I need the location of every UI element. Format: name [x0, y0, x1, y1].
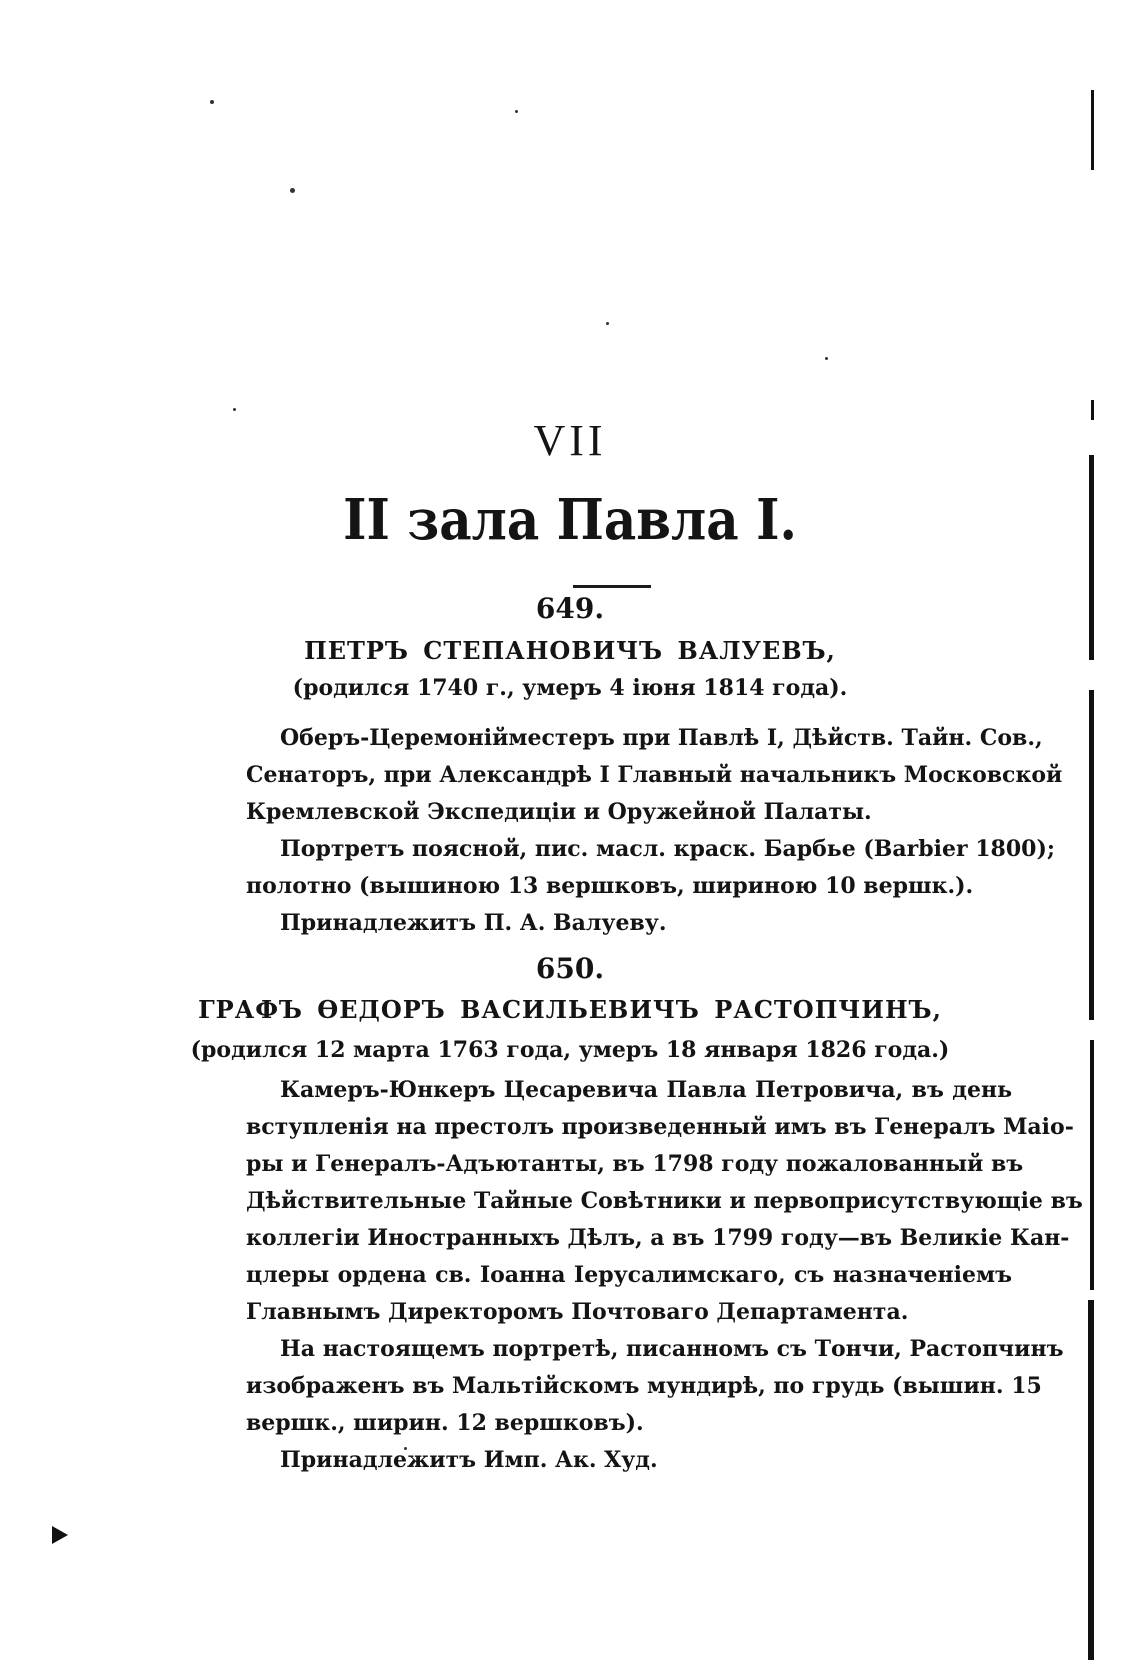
entry-name: ПЕТРЪ СТЕПАНОВИЧЪ ВАЛУЕВЪ, [304, 636, 836, 665]
text-line: Портретъ поясной, пис. масл. краск. Барбье (Barbier 1800); [280, 836, 1055, 862]
text-line: цлеры ордена св. Іоанна Іерусалимскаго, съ назначеніемъ [246, 1262, 1012, 1288]
entry-number: 649. [535, 592, 605, 625]
text-line: Камеръ-Юнкеръ Цесаревича Павла Петровича, въ день [280, 1077, 1012, 1103]
title-divider [573, 585, 651, 588]
text-line: вершк., ширин. 12 вершковъ). [246, 1410, 644, 1436]
entry-dates: (родился 12 марта 1763 года, умеръ 18 января 1826 года.) [190, 1037, 950, 1063]
text-line: Принадлежитъ П. А. Валуеву. [280, 910, 667, 936]
scan-speck [233, 408, 236, 411]
text-line: Кремлевской Экспедиціи и Оружейной Палаты. [246, 799, 872, 825]
text-line: ры и Генералъ-Адъютанты, въ 1798 году пожалованный въ [246, 1151, 1024, 1177]
entry-dates: (родился 1740 г., умеръ 4 іюня 1814 года). [292, 675, 848, 701]
scan-speck [606, 322, 609, 325]
scan-speck [515, 110, 518, 113]
text-line: коллегіи Иностранныхъ Дѣлъ, а въ 1799 году—въ Великіе Кан- [246, 1225, 1070, 1251]
text-line: Сенаторъ, при Александрѣ I Главный начальникъ Московской [246, 762, 1063, 788]
scan-speck [290, 188, 295, 193]
entry-paragraph [212, 1442, 1012, 1479]
entry-paragraph [212, 868, 1012, 942]
entry-name: ГРАФЪ ѲЕДОРЪ ВАСИЛЬЕВИЧЪ РАСТОПЧИНЪ, [198, 995, 942, 1024]
text-line: Главнымъ Директоромъ Почтоваго Департамента. [246, 1299, 909, 1325]
text-line: вступленія на престолъ произведенный имъ въ Генералъ Маіо- [246, 1114, 1074, 1140]
page-edge-shadow [1088, 1300, 1094, 1660]
chapter-number: VII [533, 416, 607, 465]
entry-paragraph [212, 1331, 1064, 1442]
text-line: На настоящемъ портретѣ, писанномъ съ Тончи, Растопчинъ [280, 1336, 1064, 1362]
entry-paragraph [212, 1072, 1083, 1331]
text-line: изображенъ въ Мальтійскомъ мундирѣ, по грудь (вышин. 15 [246, 1373, 1042, 1399]
margin-arrow-icon [52, 1526, 68, 1544]
scan-speck [210, 100, 214, 104]
text-line: Оберъ-Церемонійместеръ при Павлѣ I, Дѣйств. Тайн. Сов., [280, 725, 1043, 751]
text-line: Дѣйствительные Тайные Совѣтники и первоприсутствующіе въ [246, 1188, 1083, 1214]
text-line: полотно (вышиною 13 вершковъ, шириною 10 вершк.). [246, 873, 974, 899]
scan-speck [825, 357, 828, 360]
page-edge-shadow [1091, 90, 1094, 170]
page-edge-shadow [1090, 1040, 1094, 1290]
entry-number: 650. [535, 952, 605, 985]
entry-paragraph [212, 720, 1063, 831]
text-line: Принадлежитъ Имп. Ак. Худ. [280, 1447, 658, 1473]
chapter-title: II зала Павла I. [343, 486, 797, 553]
